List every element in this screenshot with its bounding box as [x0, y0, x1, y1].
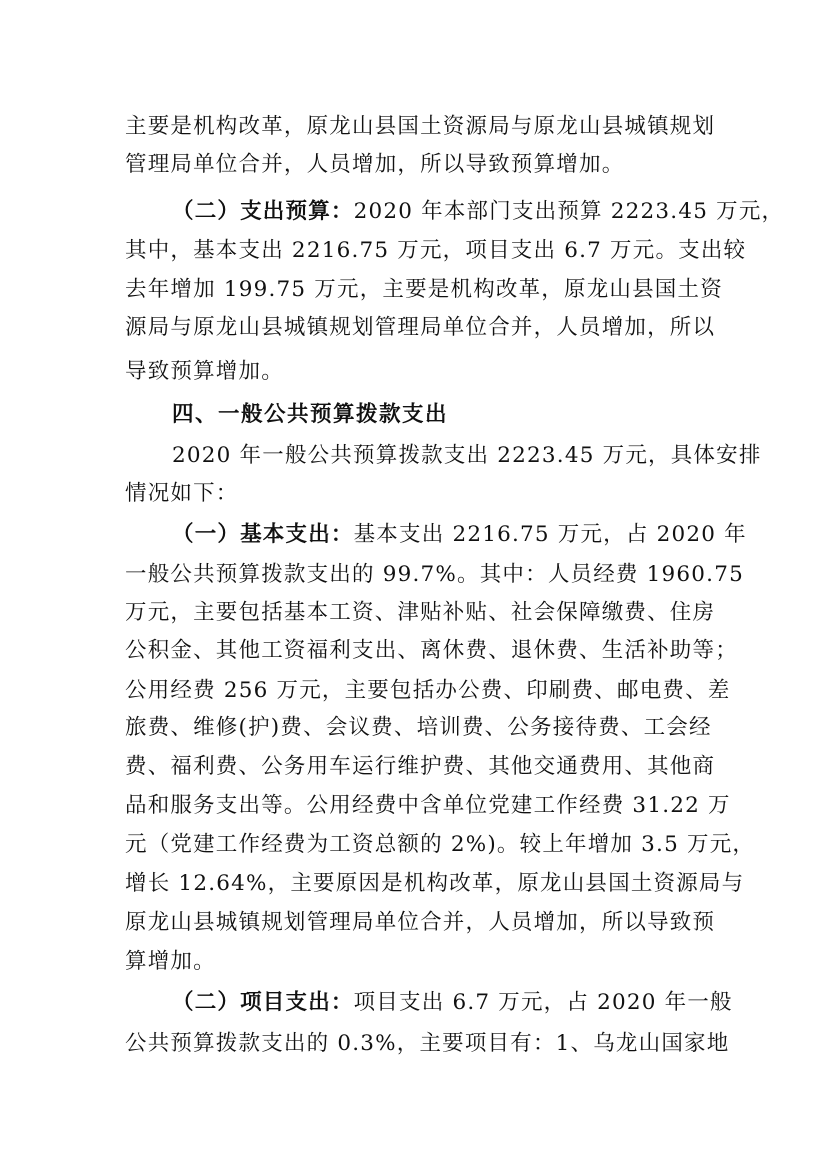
section-label: （二）项目支出：: [172, 990, 354, 1015]
paragraph-line: 导致预算增加。: [125, 359, 284, 384]
paragraph-line: 公用经费 256 万元，主要包括办公费、印刷费、邮电费、差: [125, 678, 731, 703]
paragraph-line: 品和服务支出等。公用经费中含单位党建工作经费 31.22 万: [125, 793, 731, 818]
section-label: （一）基本支出：: [172, 522, 354, 547]
paragraph-text: 基本支出 2216.75 万元，占 2020 年: [353, 522, 747, 547]
paragraph-text: 2020 年本部门支出预算 2223.45 万元，: [353, 199, 785, 224]
section-label: （二）支出预算：: [172, 199, 354, 224]
paragraph-line: 主要是机构改革，原龙山县国土资源局与原龙山县城镇规划: [125, 114, 716, 139]
paragraph-line: 一般公共预算拨款支出的 99.7%。其中：人员经费 1960.75: [125, 562, 744, 587]
paragraph-line: 元（党建工作经费为工资总额的 2%)。较上年增加 3.5 万元，: [125, 832, 756, 857]
paragraph-line: [172, 197, 785, 227]
paragraph-line: [172, 520, 747, 550]
paragraph-line: 万元，主要包括基本工资、津贴补贴、社会保障缴费、住房: [125, 600, 716, 625]
paragraph-line: 去年增加 199.75 万元，主要是机构改革，原龙山县国土资: [125, 277, 723, 302]
paragraph-line: 2020 年一般公共预算拨款支出 2223.45 万元，具体安排: [172, 443, 762, 468]
paragraph-text: 项目支出 6.7 万元，占 2020 年一般: [353, 990, 733, 1015]
section-heading: 四、一般公共预算拨款支出: [172, 402, 449, 427]
paragraph-line: 增长 12.64%，主要原因是机构改革，原龙山县国土资源局与: [125, 871, 745, 896]
paragraph-line: 旅费、维修(护)费、会议费、培训费、公务接待费、工会经: [125, 715, 712, 740]
paragraph-line: 管理局单位合并，人员增加，所以导致预算增加。: [125, 152, 625, 177]
paragraph-line: 公共预算拨款支出的 0.3%，主要项目有：1、乌龙山国家地: [125, 1031, 730, 1056]
paragraph-line: 情况如下：: [125, 481, 239, 506]
paragraph-line: 费、福利费、公务用车运行维护费、其他交通费用、其他商: [125, 754, 716, 779]
paragraph-line: 源局与原龙山县城镇规划管理局单位合并，人员增加，所以: [125, 315, 716, 340]
paragraph-line: [172, 988, 733, 1018]
paragraph-line: 原龙山县城镇规划管理局单位合并，人员增加，所以导致预: [125, 910, 716, 935]
paragraph-line: 公积金、其他工资福利支出、离休费、退休费、生活补助等；: [125, 638, 738, 663]
paragraph-line: 其中，基本支出 2216.75 万元，项目支出 6.7 万元。支出较: [125, 238, 747, 263]
paragraph-line: 算增加。: [125, 949, 216, 974]
